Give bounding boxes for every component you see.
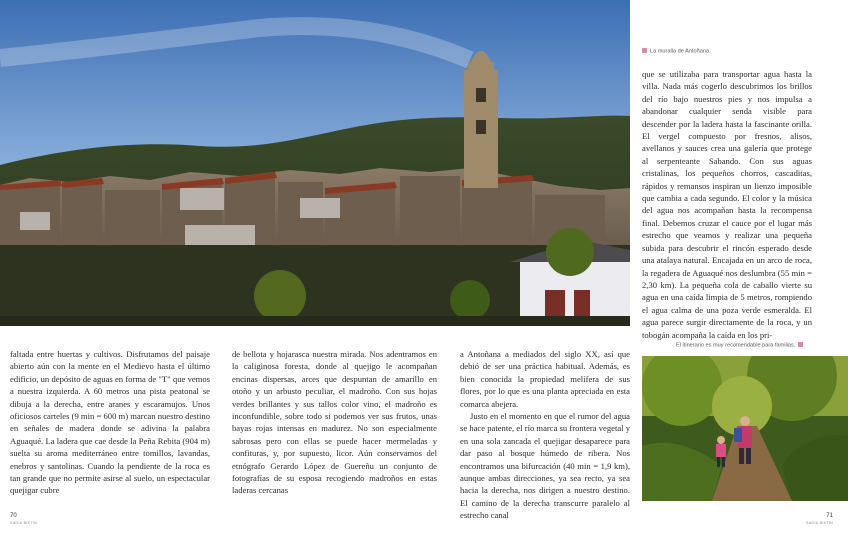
- page-number: 71: [826, 513, 833, 519]
- text-column-3: [460, 348, 630, 522]
- paragraph: Justo en el momento en que el rumor del agua se hace patente, el río marca su frontera vegetal y en una sola zancada el quejigar desaparece para dar paso al bosque húmedo de ribera. Nos encontramos una bifurcación (40 min = 1,9 km), aunque ambas direcciones, ya sea recto, ya sea hacia la derecha, nos dirigen a nuestro destino. El camino de la derecha transcurre paralelo al estrecho canal: [460, 411, 630, 521]
- text-column-2: [232, 348, 437, 497]
- photo-caption-itinerario: [676, 342, 803, 349]
- page-number-right: [806, 513, 833, 527]
- text-column-1: [10, 348, 210, 497]
- village-photo: [0, 0, 630, 326]
- photo-caption-muralla: [642, 48, 711, 55]
- caption-text: El itinerario es muy recomendable para familias.: [676, 342, 796, 349]
- publication-name: SAGIA BIKTIN: [806, 521, 833, 525]
- paragraph: a Antoñana a mediados del siglo XX, así que debió de ser una práctica habitual. Además, es bien conocida la propiedad melífera de sus flores, por lo que es una planta apreciada en esta comarca abejera.: [460, 349, 630, 409]
- forest-path-photo: [642, 356, 848, 501]
- caption-marker: [798, 342, 803, 347]
- publication-name: SAGIA BIKTIN: [10, 521, 37, 525]
- text-column-right-top: [642, 68, 812, 341]
- paragraph: que se utilizaba para transportar agua hasta la villa. Nada más cogerlo descubrimos los brillos del río bajo nuestros pies y nos impulsa a abandonar cualquier senda visible para descender por la ladera hasta la fascinante orilla. El vergel compuesto por fresnos, alisos, avellanos y sauces crea una galería que protege al serpenteante Sabando. Con sus aguas cristalinas, los pequeños chorros, cascaditas, rápidos y remansos inspiran un lienzo imposible que cambia a cada segundo. El color y la música del agua nos acompañan hasta la recompensa final. Debemos cruzar el cauce por el lugar más estrecho que veamos y realizar una pequeña subida para descubrir el rincón esperado desde una atalaya natural. Encajada en un arco de roca, la regadera de Aguaqué nos deslumbra (55 min = 2,30 km). La pequeña cola de caballo vierte su agua en una caída limpia de 5 metros, rompiendo el agua calma de una poza verde esmeralda. El agua parece surgir directamente de la roca, y un tobogán acompaña la caída en los pri-: [642, 69, 812, 340]
- paragraph: faltada entre huertas y cultivos. Disfrutamos del paisaje abierto aún con la mente en el Medievo hasta el último edificio, un depósito de aguas en forma de "T" que vemos a nuestra izquierda. A 60 metros una pista peatonal se dibuja a la derecha, entre aranes y escaramujos. Unos oficiosos carteles (9 min = 600 m) marcan nuestro destino en señales de madera donde se adivina la palabra Aguaqué. La ladera que cae desde la Peña Rebita (904 m) suelta su aroma mediterráneo entre tomillos, lavandas, enebros y santolinas. Cuando la pendiente de la roca es tan grande que no permite asirse al suelo, un espectacular quejigar cubre: [10, 349, 210, 496]
- caption-marker: [642, 48, 647, 53]
- paragraph: de bellota y hojarasca nuestra mirada. Nos adentramos en la caliginosa foresta, donde al quejigo le acompañan encinas dispersas, arces que despuntan de amarillo en otoño y un arbusto peculiar, el madroño. Con sus hojas verdes brillantes y sus tallos color vino, el madroño es inconfundible, sobre todo si podemos ver sus frutos, unas bayas rojas intensas en madurez. No son especialmente sabrosas pero con ellas se puede hacer mermeladas y confituras, y, por supuesto, licor. Aún conservamos del etnógrafo Gerardo López de Guereñu un conjunto de fotografías de su esposa recogiendo madroños en estas laderas cercanas: [232, 349, 437, 496]
- caption-text: La muralla de Antoñana.: [650, 48, 711, 55]
- page-number: 70: [10, 513, 17, 519]
- page-number-left: [10, 513, 37, 527]
